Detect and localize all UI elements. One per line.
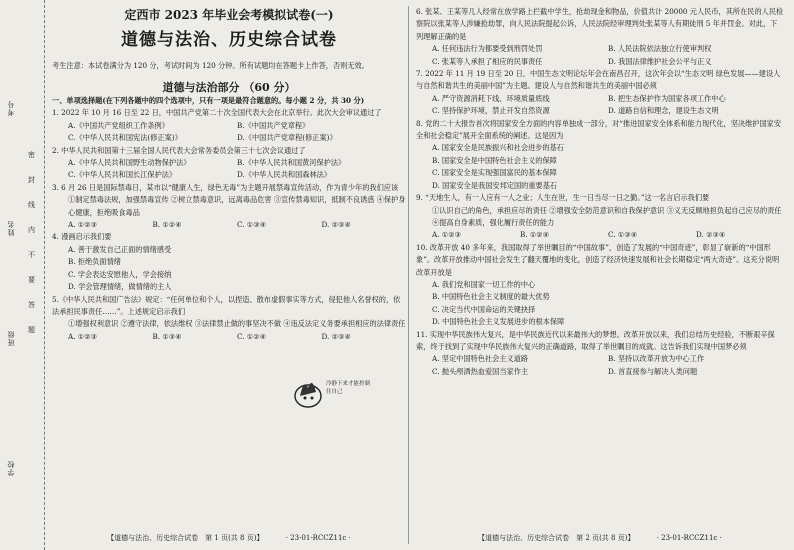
question-3-statements: ①制定禁毒法规，加强禁毒宣传 ②树立禁毒意识，远离毒品危害 ③宣传禁毒知识，抵制不良诱惑 ④保护身心健康，拒绝吸食毒品 [68, 195, 406, 217]
option-c: C. ①③④ [237, 220, 267, 230]
option-b: B.《中国共产党章程》 [237, 120, 310, 130]
seal-char: 密 [28, 151, 35, 159]
option-b: B. ①③④ [152, 331, 182, 341]
section-heading: 道德与法治部分 （60 分） [162, 81, 296, 94]
seal-char: 线 [28, 201, 35, 209]
option-a: A. 国家安全是民族振兴和社会进步的基石 [432, 143, 564, 153]
option-a: A. 严守资源消耗下线、环境质量底线 [432, 93, 550, 103]
name-label: 姓名 [7, 220, 15, 236]
question-2: 2. 中华人民共和国第十三届全国人民代表大会常务委员会第三十七次会议通过了 [52, 145, 306, 155]
option-a: A. ①②③ [68, 220, 98, 230]
option-d: D. 道路自信和理念，建设生态文明 [608, 106, 719, 116]
option-d: D. 国家安全是我国安邦定国的重要基石 [432, 180, 558, 190]
seal-char: 内 [28, 226, 35, 234]
option-d: D.《中国共产党章程(修正案)》 [237, 133, 337, 143]
option-d: D. ②③④ [696, 230, 726, 240]
option-a: A. ①②③ [68, 331, 98, 341]
option-c: C. 抛头颅洒热血爱国当家作主 [432, 366, 529, 376]
option-d: D. 学会管理情绪，做情绪的主人 [68, 282, 172, 292]
option-c: C.《中华人民共和国宪法(修正案)》 [68, 133, 182, 143]
option-d: D. ②③④ [321, 331, 351, 341]
page-divider [408, 6, 409, 544]
option-a: A. 坚定中国特色社会主义道路 [432, 354, 529, 364]
question-5: 5.《中华人民共和国广告法》规定：“任何单位和个人，以捏造、散布虚假事实等方式，侵犯他人名誉权的，依法承担民事责任……”。上述规定启示我们 [52, 294, 401, 316]
question-9: 9. “天地生人，有一人应有一人之业；人生在世，生一日当尽一日之勤。”这一名言启示我们要 [416, 193, 710, 203]
question-10: 10. 改革开放 40 多年来，我国取得了举世瞩目的“中国故事”，创造了发展的“中国奇迹”，彰显了崭新的“中国形象”。改革开放推动中国社会发生了翻天覆地的变化，创造了经济快速发展和社会长期稳定“两大奇迹”。这充分说明改革开放是 [416, 242, 780, 277]
right-page [416, 0, 784, 550]
option-d: D. 首直接参与解决人类问题 [608, 366, 698, 376]
option-a: A. 善于激发自己正面的情绪感受 [68, 244, 172, 254]
page-footer [52, 533, 406, 543]
question-8: 8. 党的二十大报告首次将国家安全方面的内容单独成一部分，对“推进国家安全体系和能力现代化，坚决维护国家安全和社会稳定”展开全面系统的阐述。这是因为 [416, 118, 782, 141]
page-footer [416, 533, 784, 543]
exam-subtitle: 道德与法治、历史综合试卷 [121, 30, 337, 50]
option-c: C. 国家安全是实现强国富民的基本保障 [432, 168, 557, 178]
option-b: B. ①②④ [152, 220, 182, 230]
footer-code: · 23-01-RCCZ11c · [656, 534, 722, 542]
class-label: 班级 [7, 330, 15, 346]
seal-char: 答 [28, 301, 35, 309]
exam-no-label: 考号 [7, 100, 15, 116]
option-d: D. 我国法律维护社会公平与正义 [608, 56, 712, 66]
seal-char: 封 [28, 176, 35, 184]
seal-char: 要 [28, 276, 35, 284]
question-3: 3. 6 月 26 日是国际禁毒日，某市以“健康人生，绿色无毒”为主题开展禁毒宣传活动，作为青少年的我们应该 [52, 182, 399, 192]
question-9-statements: ①认识自己的角色，承担应尽的责任 ②增强安全防范意识和自我保护意识 ③义无反顾地担负起自己应尽的责任 ④提高自身素质，强化履行责任的能力 [432, 205, 782, 227]
binding-margin [0, 0, 45, 550]
footer-code: · 23-01-RCCZ11c · [285, 534, 351, 542]
left-page [52, 0, 406, 550]
option-b: B. 人民法院依法独立行使审判权 [608, 44, 712, 54]
option-a: A. ①②③ [432, 230, 462, 240]
option-c: C. 坚持保护环境，禁止开发自然资源 [432, 106, 550, 116]
school-label: 学校 [7, 460, 15, 476]
option-c: C. 张某等人承担了相应的民事责任 [432, 56, 543, 66]
option-d: D. 中国特色社会主义发展进步的根本保障 [432, 317, 565, 327]
option-a: A.《中华人民共和国野生动物保护法》 [68, 158, 191, 168]
part-instructions: 一、单项选择题(在下列各题中的四个选项中，只有一项是最符合题意的。每小题 2 分，共 30 分) [52, 96, 365, 105]
footer-text: 【道德与法治、历史综合试卷 第 1 页(共 8 页)】 [107, 534, 264, 542]
option-c: C. ①②④ [237, 331, 267, 341]
option-b: B. 中国特色社会主义制度的最大优势 [432, 292, 550, 302]
question-7: 7. 2022 年 11 月 19 日至 20 日，中国生态文明论坛年会在南昌召开，这次年会以“生态文明 绿色发展——建设人与自然和谐共生的美丽中国”为主题。建设人与自然和谐共生的美丽中国必须 [416, 69, 781, 91]
cartoon-caption: 冷静下来才能控制住自己 [326, 381, 371, 395]
option-b: B. 把生态保护作为国家各项工作中心 [608, 93, 726, 103]
option-b: B. ①②④ [520, 230, 550, 240]
question-1: 1. 2022 年 10 月 16 日至 22 日，中国共产党第二十次全国代表大会在北京举行。此次大会审议通过了 [52, 108, 382, 118]
option-c: C.《中华人民共和国长江保护法》 [68, 170, 177, 180]
option-b: B.《中华人民共和国黄河保护法》 [237, 158, 346, 168]
option-d: D. ②③④ [321, 220, 351, 230]
question-11: 11. 实现中华民族伟大复兴，是中华民族近代以来最伟大的梦想。改革开放以来，我们总结历史经验，不断艰辛探索，终于找到了实现中华民族伟大复兴的正确道路，取得了举世瞩目的成就。这告诉我们实现中国梦必须 [416, 329, 775, 351]
seal-char: 题 [28, 326, 35, 334]
candidate-notice: 考生注意：本试卷满分为 120 分，考试时间为 120 分钟。所有试题均在答题卡上作答，否则无效。 [52, 61, 369, 70]
cartoon-illustration [290, 372, 370, 412]
option-a: A.《中国共产党组织工作条例》 [68, 120, 169, 130]
option-c: C. 决定当代中国命运的关键抉择 [432, 304, 536, 314]
footer-text: 【道德与法治、历史综合试卷 第 2 页(共 8 页)】 [478, 534, 635, 542]
option-b: B. 坚持以改革开放为中心工作 [608, 354, 705, 364]
seal-char: 不 [28, 251, 35, 259]
option-c: C. 学会表达安慰他人，学会接纳 [68, 269, 172, 279]
option-b: B. 国家安全是中国特色社会主义的保障 [432, 155, 557, 165]
exam-title: 定西市 2023 年毕业会考模拟试卷(一) [124, 8, 334, 22]
option-c: C. ①③④ [608, 230, 638, 240]
option-a: A. 我们党和国家一切工作的中心 [432, 279, 536, 289]
option-a: A. 任何违法行为都要受到刑罚处罚 [432, 44, 543, 54]
option-d: D.《中华人民共和国森林法》 [237, 170, 332, 180]
question-5-statements: ①增强权利意识 ②遵守法律，依法维权 ③法律禁止做的事坚决不做 ④违反法定义务要承担相应的法律责任 [68, 319, 406, 329]
option-b: B. 拒绝负面情绪 [68, 257, 121, 267]
question-4: 4. 漫画启示我们要 [52, 232, 112, 242]
question-6: 6. 张某、王某等几人经常在放学路上拦截中学生，抢劫现金和物品，价值共计 20000 元人民币，其所在民的人民检察院以张某等人涉嫌抢劫罪，向人民法院提起公诉，人民法院经审理判处张某等人有期徒刑 5 年并罚金。对此，下列理解正确的是 [416, 7, 784, 41]
